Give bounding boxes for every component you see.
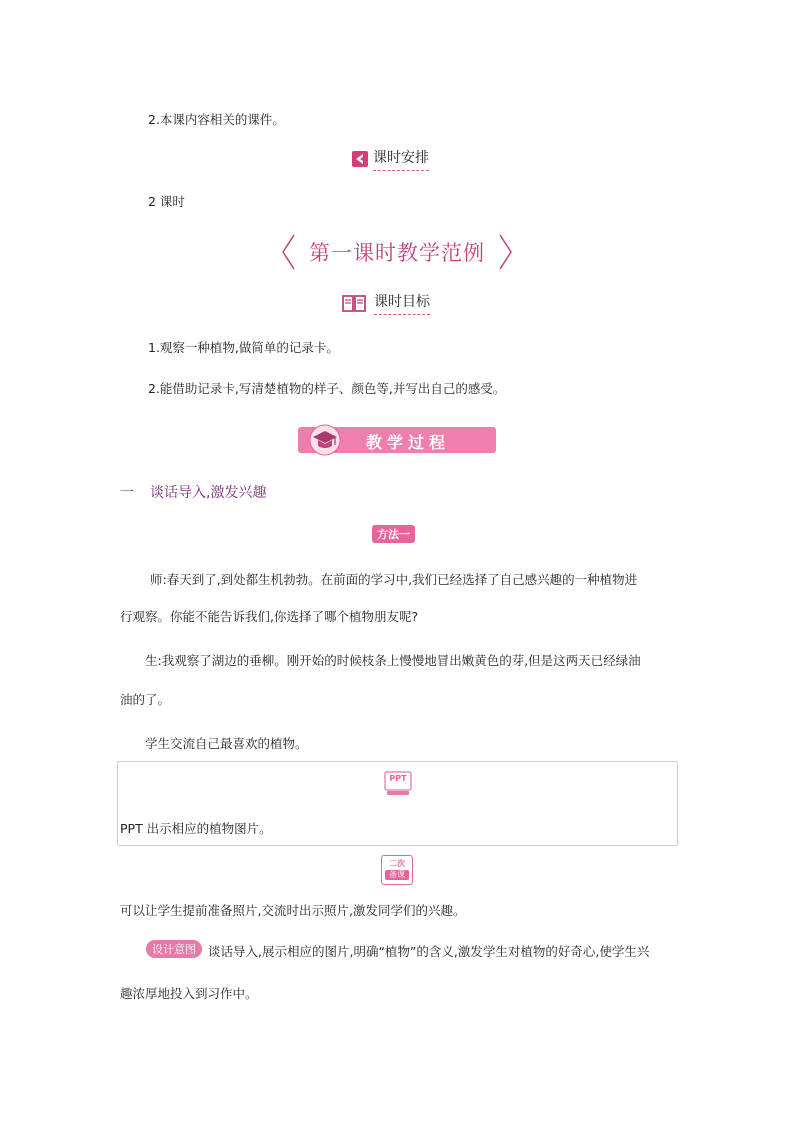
ppt-icon-label: PPT <box>389 774 407 783</box>
goals-heading-text: 课时目标 <box>374 291 430 315</box>
secondary-prep-line-1: 二次 <box>389 859 405 868</box>
student-line-1: 生:我观察了湖边的垂柳。刚开始的时候枝条上慢慢地冒出嫩黄色的芽,但是这两天已经绿油 <box>145 653 641 668</box>
lesson-title-block <box>280 234 514 270</box>
design-intent-line-1: 谈话导入,展示相应的图片,明确“植物”的含义,激发学生对植物的好奇心,使学生兴 <box>208 944 650 959</box>
secondary-prep-text: 可以让学生提前准备照片,交流时出示照片,激发同学们的兴趣。 <box>120 903 466 918</box>
section-1-number: 一 <box>120 485 134 501</box>
goals-heading <box>342 291 430 315</box>
exchange-text: 学生交流自己最喜欢的植物。 <box>145 736 308 751</box>
secondary-prep-line-2: 备课 <box>385 870 409 880</box>
lesson-title: 第一课时教学范例 <box>309 241 485 265</box>
book-icon <box>342 293 366 313</box>
process-banner-text: 教学过程 <box>366 433 451 452</box>
graduation-cap-icon <box>308 424 342 456</box>
prep-item-2: 2.本课内容相关的课件。 <box>148 112 285 127</box>
goal-item-1: 1.观察一种植物,做简单的记录卡。 <box>148 340 339 355</box>
schedule-icon <box>352 151 368 167</box>
secondary-prep-icon <box>381 855 413 885</box>
right-bracket-icon <box>498 234 514 270</box>
ppt-box-text: PPT 出示相应的植物图片。 <box>120 821 272 836</box>
schedule-heading-text: 课时安排 <box>373 147 429 171</box>
process-banner <box>298 427 496 453</box>
goal-item-2: 2.能借助记录卡,写清楚植物的样子、颜色等,并写出自己的感受。 <box>148 381 506 396</box>
left-bracket-icon <box>280 234 296 270</box>
ppt-box <box>117 761 678 846</box>
design-intent-line-2: 趣浓厚地投入到习作中。 <box>120 986 258 1001</box>
ppt-icon <box>384 771 412 797</box>
section-1-title: 谈话导入,激发兴趣 <box>150 485 267 501</box>
design-intent-badge: 设计意图 <box>146 940 202 958</box>
schedule-content: 2 课时 <box>148 194 185 209</box>
student-line-2: 油的了。 <box>120 692 171 707</box>
teacher-line-2: 行观察。你能不能告诉我们,你选择了哪个植物朋友呢? <box>120 609 419 624</box>
schedule-heading <box>352 148 429 170</box>
teacher-line-1: 师:春天到了,到处都生机勃勃。在前面的学习中,我们已经选择了自己感兴趣的一种植物进 <box>150 572 638 587</box>
method-badge: 方法一 <box>372 525 415 543</box>
